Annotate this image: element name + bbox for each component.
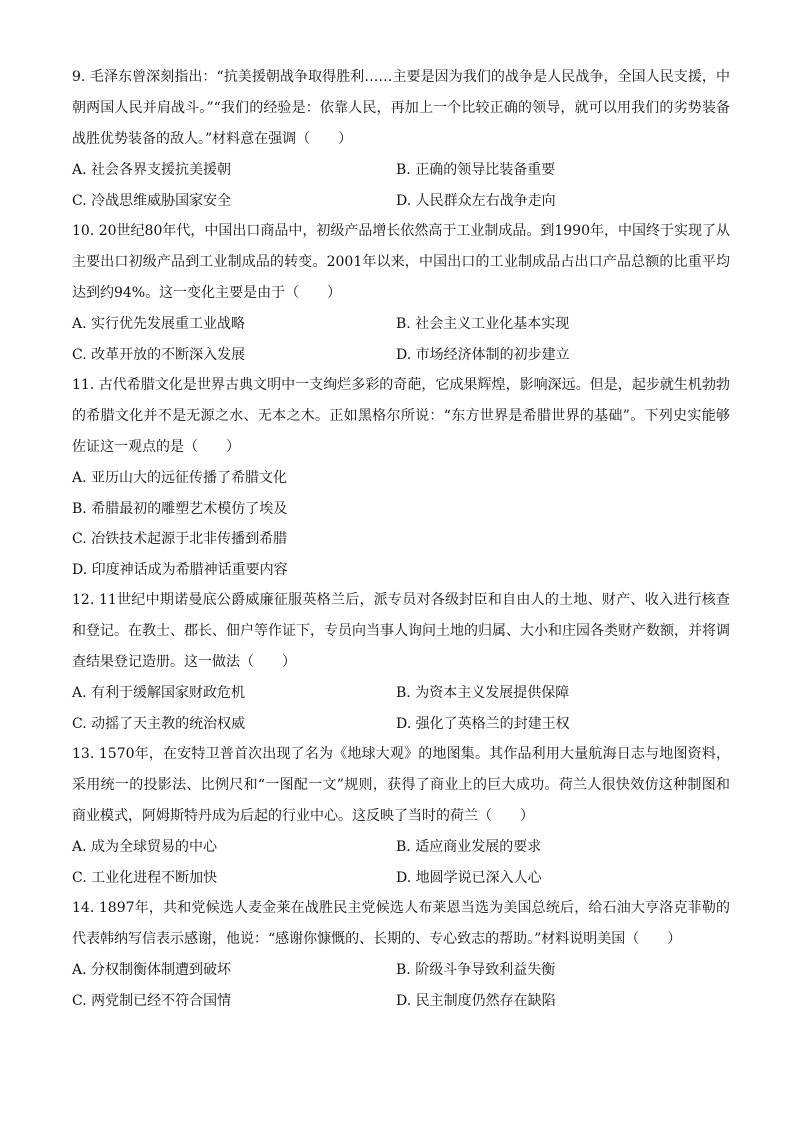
options-grid (72, 955, 730, 1016)
option-b: B. 社会主义工业化基本实现 (396, 316, 570, 332)
option-a: A. 社会各界支援抗美援朝 (72, 162, 232, 178)
option-c: C. 改革开放的不断深入发展 (72, 346, 246, 363)
option-d: D. 市场经济体制的初步建立 (396, 346, 570, 363)
options-grid (72, 678, 730, 739)
option-a: A. 亚历山大的远征传播了希腊文化 (72, 470, 288, 486)
option-c: C. 动摇了天主教的统治权威 (72, 715, 246, 732)
option-b: B. 正确的领导比装备重要 (396, 162, 556, 178)
question-9 (72, 62, 730, 216)
question-14 (72, 893, 730, 1016)
option-a: A. 成为全球贸易的中心 (72, 839, 218, 855)
options-grid (72, 832, 730, 893)
option-b: B. 希腊最初的雕塑艺术模仿了埃及 (72, 500, 288, 517)
options-list (72, 463, 730, 585)
option-a: A. 有利于缓解国家财政危机 (72, 685, 246, 701)
question-10 (72, 216, 730, 370)
option-d: D. 印度神话成为希腊神话重要内容 (72, 561, 288, 578)
question-stem: 9. 毛泽东曾深刻指出：“抗美援朝战争取得胜利……主要是因为我们的战争是人民战争，全国人民支援，中朝两国人民并肩战斗。”“我们的经验是：依靠人民，再加上一个比较正确的领导，就可以用我们的劣势装备战胜优势装备的敌人。”材料意在强调（ ） (72, 69, 730, 147)
question-11 (72, 370, 730, 585)
question-stem: 11. 古代希腊文化是世界古典文明中一支绚烂多彩的奇葩，它成果辉煌，影响深远。但是，起步就生机勃勃的希腊文化并不是无源之水、无本之木。正如黑格尔所说：“东方世界是希腊世界的基础”。下列史实能够佐证这一观点的是（ ） (72, 377, 730, 455)
question-stem: 14. 1897年，共和党候选人麦金莱在战胜民主党候选人布莱恩当选为美国总统后，给石油大亨洛克菲勒的代表韩纳写信表示感谢，他说：“感谢你慷慨的、长期的、专心致志的帮助。”材料说明美国（ ） (72, 900, 730, 947)
question-stem: 13. 1570年，在安特卫普首次出现了名为《地球大观》的地图集。其作品利用大量航海日志与地图资料，采用统一的投影法、比例尺和“一图配一文”规则，获得了商业上的巨大成功。荷兰人很快效仿这种制图和商业模式，阿姆斯特丹成为后起的行业中心。这反映了当时的荷兰（ ） (72, 746, 730, 824)
option-a: A. 实行优先发展重工业战略 (72, 316, 246, 332)
exam-page (72, 62, 730, 1016)
option-d: D. 地圆学说已深入人心 (396, 869, 542, 886)
question-12 (72, 585, 730, 739)
question-13 (72, 739, 730, 893)
option-b: B. 阶级斗争导致利益失衡 (396, 962, 556, 978)
options-grid (72, 309, 730, 370)
option-d: D. 强化了英格兰的封建王权 (396, 715, 570, 732)
option-b: B. 适应商业发展的要求 (396, 839, 542, 855)
options-grid (72, 155, 730, 216)
option-c: C. 冶铁技术起源于北非传播到希腊 (72, 531, 288, 547)
option-b: B. 为资本主义发展提供保障 (396, 685, 570, 701)
option-d: D. 民主制度仍然存在缺陷 (396, 992, 556, 1009)
option-d: D. 人民群众左右战争走向 (396, 192, 556, 209)
option-a: A. 分权制衡体制遭到破坏 (72, 962, 232, 978)
question-stem: 12. 11世纪中期诺曼底公爵威廉征服英格兰后，派专员对各级封臣和自由人的土地、财产、收入进行核查和登记。在教士、郡长、佃户等作证下，专员向当事人询问土地的归属、大小和庄园各类财产数额，并将调查结果登记造册。这一做法（ ） (72, 592, 730, 670)
option-c: C. 冷战思维威胁国家安全 (72, 192, 232, 209)
option-c: C. 两党制已经不符合国情 (72, 992, 232, 1009)
option-c: C. 工业化进程不断加快 (72, 869, 218, 886)
question-stem: 10. 20世纪80年代，中国出口商品中，初级产品增长依然高于工业制成品。到1990年，中国终于实现了从主要出口初级产品到工业制成品的转变。2001年以来，中国出口的工业制成品占出口产品总额的比重平均达到约94%。这一变化主要是由于（ ） (72, 223, 730, 301)
